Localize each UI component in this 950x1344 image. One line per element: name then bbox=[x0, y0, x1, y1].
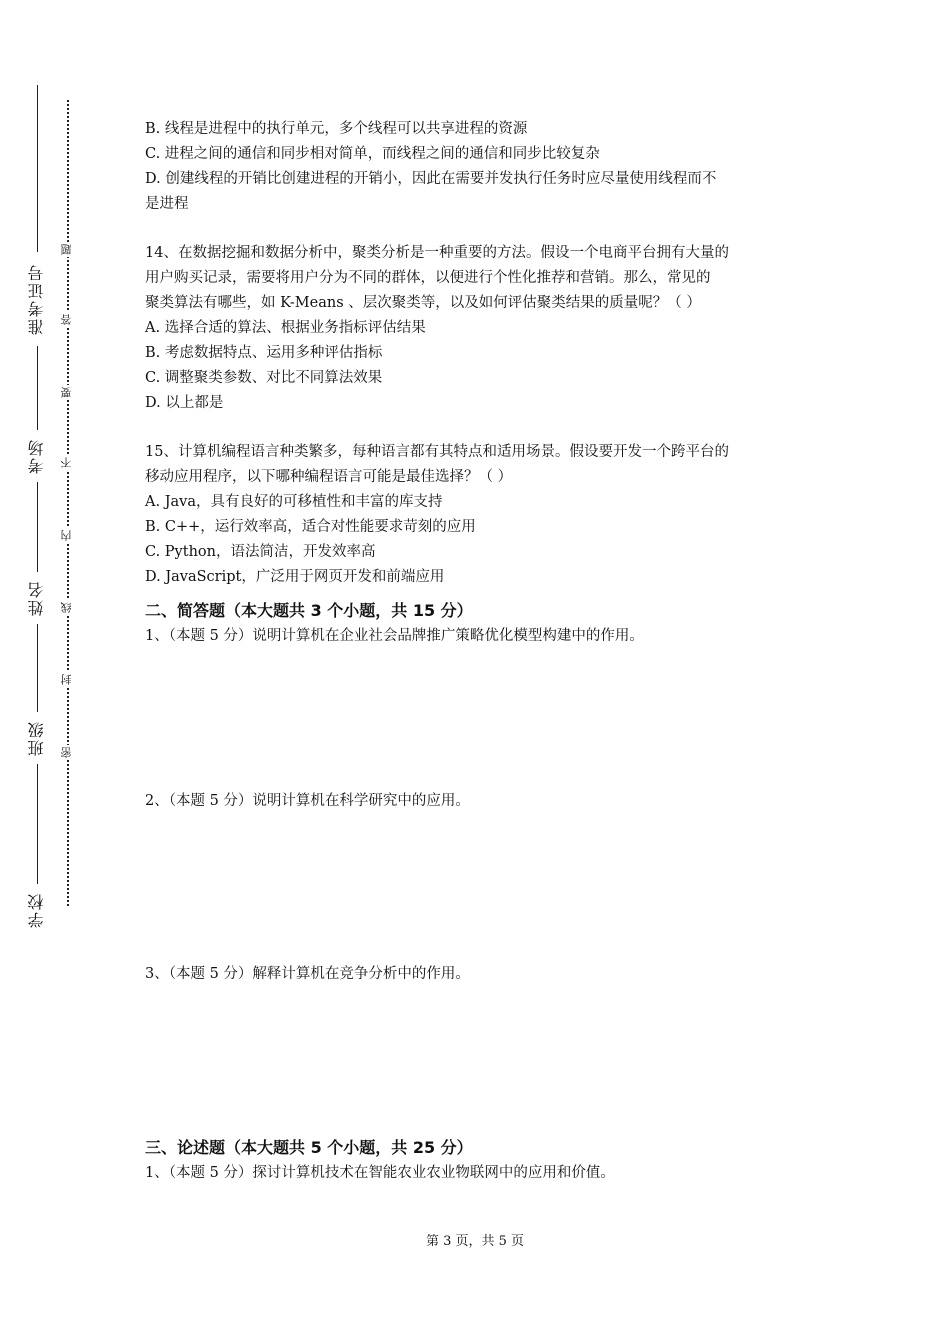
seal-char: 封 bbox=[60, 674, 73, 685]
label-class: 班级 bbox=[20, 712, 54, 764]
option-a: A. Java，具有良好的可移植性和丰富的库支持 bbox=[145, 494, 443, 510]
option-d: D. 以上都是 bbox=[145, 395, 224, 411]
question-15 bbox=[145, 440, 810, 590]
answer-space[interactable] bbox=[145, 814, 810, 962]
question-stem-line: 用户购买记录，需要将用户分为不同的群体，以便进行个性化推荐和营销。那么，常见的 bbox=[145, 270, 711, 286]
label-name: 姓名 bbox=[20, 572, 54, 624]
seal-char: 题 bbox=[60, 244, 73, 255]
option-d-continued: 是进程 bbox=[145, 196, 189, 212]
seal-char: 要 bbox=[60, 387, 73, 398]
question-14 bbox=[145, 241, 810, 416]
label-school: 学校 bbox=[20, 884, 54, 936]
section-2-title: 二、简答题（本大题共 3 个小题，共 15 分） bbox=[145, 601, 473, 620]
option-c: C. Python，语法简洁，开发效率高 bbox=[145, 544, 376, 560]
seal-dotted-line bbox=[67, 100, 69, 906]
exam-content bbox=[145, 117, 810, 1186]
option-c: C. 调整聚类参数、对比不同算法效果 bbox=[145, 370, 383, 386]
page-footer: 第 3 页，共 5 页 bbox=[425, 1234, 525, 1249]
question-stem-line: 聚类算法有哪些，如 K-Means 、层次聚类等，以及如何评估聚类结果的质量呢？（ ） bbox=[145, 295, 701, 311]
label-exam-room: 考场 bbox=[20, 430, 54, 482]
essay-question-1: 1、（本题 5 分）探讨计算机技术在智能农业农业物联网中的应用和价值。 bbox=[145, 1165, 615, 1181]
label-exam-id: 准考证号 bbox=[20, 252, 54, 346]
option-b: B. 考虑数据特点、运用多种评估指标 bbox=[145, 345, 383, 361]
section-3-title: 三、论述题（本大题共 5 个小题，共 25 分） bbox=[145, 1138, 473, 1157]
seal-char: 内 bbox=[60, 530, 73, 541]
question-stem-line: 移动应用程序，以下哪种编程语言可能是最佳选择？（ ） bbox=[145, 469, 513, 485]
seal-char: 不 bbox=[60, 457, 73, 468]
option-b: B. C++，运行效率高，适合对性能要求苛刻的应用 bbox=[145, 519, 476, 535]
short-answer-question-2: 2、（本题 5 分）说明计算机在科学研究中的应用。 bbox=[145, 793, 470, 809]
option-b: B. 线程是进程中的执行单元，多个线程可以共享进程的资源 bbox=[145, 121, 528, 137]
short-answer-question-3: 3、（本题 5 分）解释计算机在竞争分析中的作用。 bbox=[145, 966, 470, 982]
short-answer-question-1: 1、（本题 5 分）说明计算机在企业社会品牌推广策略优化模型构建中的作用。 bbox=[145, 628, 644, 644]
answer-space[interactable] bbox=[145, 649, 810, 789]
seal-char: 线 bbox=[60, 602, 73, 613]
seal-char: 答 bbox=[60, 314, 73, 325]
option-a: A. 选择合适的算法、根据业务指标评估结果 bbox=[145, 320, 426, 336]
seal-char: 密 bbox=[60, 747, 73, 758]
option-d: D. 创建线程的开销比创建进程的开销小，因此在需要并发执行任务时应尽量使用线程而不 bbox=[145, 171, 717, 187]
option-c: C. 进程之间的通信和同步相对简单，而线程之间的通信和同步比较复杂 bbox=[145, 146, 600, 162]
answer-space[interactable] bbox=[145, 987, 810, 1127]
question-stem-line: 15、计算机编程语言种类繁多，每种语言都有其特点和适用场景。假设要开发一个跨平台的 bbox=[145, 444, 729, 460]
binding-solid-line bbox=[37, 85, 38, 925]
question-13-options bbox=[145, 117, 810, 217]
question-stem-line: 14、在数据挖掘和数据分析中，聚类分析是一种重要的方法。假设一个电商平台拥有大量的 bbox=[145, 245, 729, 261]
option-d: D. JavaScript，广泛用于网页开发和前端应用 bbox=[145, 569, 445, 585]
